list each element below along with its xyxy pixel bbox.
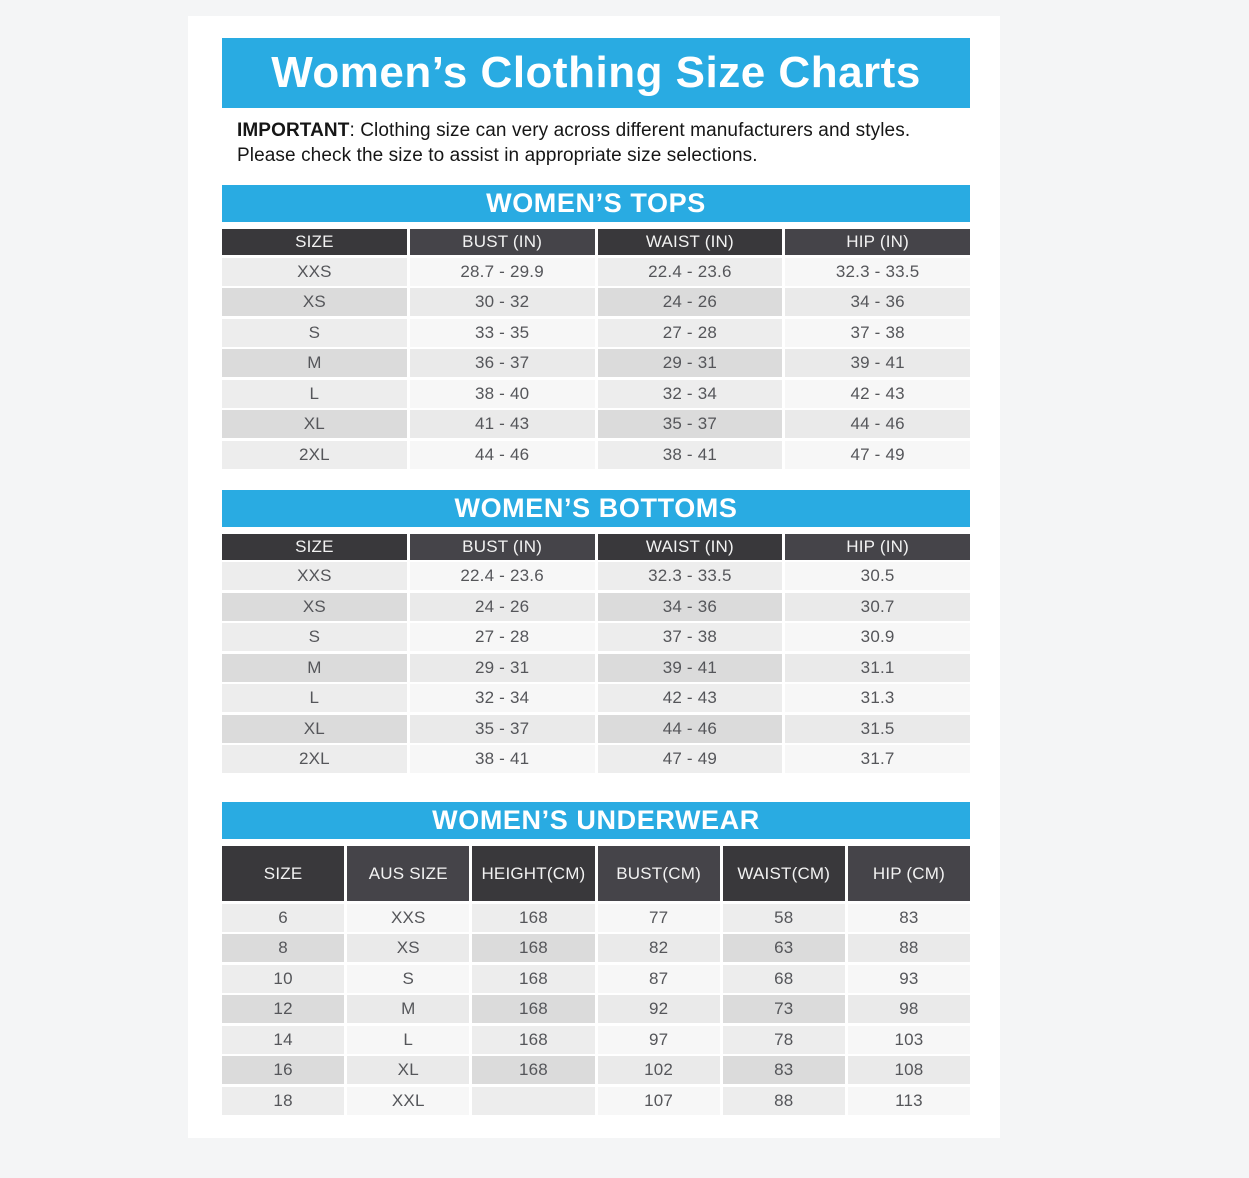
column-header: BUST (IN) xyxy=(410,534,595,560)
table-cell: XS xyxy=(222,593,407,621)
womens-bottoms-table xyxy=(222,534,970,774)
table-cell: 29 - 31 xyxy=(598,349,783,377)
table-cell: 168 xyxy=(472,904,594,932)
table-cell: 8 xyxy=(222,934,344,962)
table-cell: 168 xyxy=(472,934,594,962)
column-header: AUS SIZE xyxy=(347,846,469,901)
table-cell: XXS xyxy=(222,562,407,590)
table-cell: 33 - 35 xyxy=(410,319,595,347)
womens-tops-table xyxy=(222,229,970,469)
important-label: IMPORTANT xyxy=(237,120,350,141)
table-cell: 38 - 41 xyxy=(598,441,783,469)
table-cell: 31.1 xyxy=(785,654,970,682)
table-cell: L xyxy=(347,1026,469,1054)
table-cell: L xyxy=(222,380,407,408)
table-cell: M xyxy=(222,349,407,377)
table-cell: 168 xyxy=(472,995,594,1023)
table-cell: 39 - 41 xyxy=(598,654,783,682)
table-cell: S xyxy=(347,965,469,993)
table-cell xyxy=(472,1087,594,1115)
table-cell: 24 - 26 xyxy=(410,593,595,621)
table-cell: 88 xyxy=(848,934,970,962)
table-cell: 22.4 - 23.6 xyxy=(598,258,783,286)
section-womens-bottoms xyxy=(222,490,970,774)
table-row xyxy=(222,934,970,962)
table-cell: 78 xyxy=(723,1026,845,1054)
table-cell: 42 - 43 xyxy=(785,380,970,408)
table-cell: 47 - 49 xyxy=(598,745,783,773)
table-row xyxy=(222,593,970,621)
table-cell: 168 xyxy=(472,1056,594,1084)
table-cell: 6 xyxy=(222,904,344,932)
table-cell: 30.9 xyxy=(785,623,970,651)
table-cell: 39 - 41 xyxy=(785,349,970,377)
table-cell: 36 - 37 xyxy=(410,349,595,377)
table-cell: 73 xyxy=(723,995,845,1023)
section-title: WOMEN’S UNDERWEAR xyxy=(432,805,760,836)
table-row xyxy=(222,441,970,469)
table-cell: 82 xyxy=(598,934,720,962)
section-title: WOMEN’S BOTTOMS xyxy=(454,492,738,523)
table-row xyxy=(222,1056,970,1084)
table-cell: 168 xyxy=(472,1026,594,1054)
table-cell: 24 - 26 xyxy=(598,288,783,316)
table-cell: 31.3 xyxy=(785,684,970,712)
table-row xyxy=(222,745,970,773)
table-cell: 27 - 28 xyxy=(410,623,595,651)
table-cell: 32 - 34 xyxy=(410,684,595,712)
table-cell: XL xyxy=(222,715,407,743)
table-cell: XS xyxy=(347,934,469,962)
size-chart-sheet xyxy=(188,16,1000,1138)
table-cell: 83 xyxy=(723,1056,845,1084)
notice-line-2: Please check the size to assist in appropriate size selections. xyxy=(237,145,758,167)
column-header: HIP (IN) xyxy=(785,534,970,560)
table-cell: 97 xyxy=(598,1026,720,1054)
table-cell: 27 - 28 xyxy=(598,319,783,347)
table-row xyxy=(222,1026,970,1054)
table-cell: 107 xyxy=(598,1087,720,1115)
table-row xyxy=(222,1087,970,1115)
table-cell: 88 xyxy=(723,1087,845,1115)
table-cell: 30.5 xyxy=(785,562,970,590)
column-header: SIZE xyxy=(222,846,344,901)
table-cell: 37 - 38 xyxy=(785,319,970,347)
table-cell: 47 - 49 xyxy=(785,441,970,469)
column-header: HIP (IN) xyxy=(785,229,970,255)
womens-underwear-table xyxy=(222,846,970,1115)
column-header: HEIGHT(CM) xyxy=(472,846,594,901)
column-header: WAIST (IN) xyxy=(598,534,783,560)
table-cell: XL xyxy=(347,1056,469,1084)
table-header-row xyxy=(222,846,970,901)
table-cell: 58 xyxy=(723,904,845,932)
column-header: SIZE xyxy=(222,229,407,255)
table-header-row xyxy=(222,229,970,255)
table-cell: 113 xyxy=(848,1087,970,1115)
table-cell: 29 - 31 xyxy=(410,654,595,682)
section-womens-underwear xyxy=(222,802,970,1115)
table-cell: 35 - 37 xyxy=(410,715,595,743)
table-cell: 98 xyxy=(848,995,970,1023)
table-cell: 44 - 46 xyxy=(598,715,783,743)
table-cell: 34 - 36 xyxy=(785,288,970,316)
table-cell: 2XL xyxy=(222,441,407,469)
table-cell: 16 xyxy=(222,1056,344,1084)
table-cell: 77 xyxy=(598,904,720,932)
table-cell: 93 xyxy=(848,965,970,993)
table-cell: 35 - 37 xyxy=(598,410,783,438)
table-row xyxy=(222,684,970,712)
important-notice xyxy=(237,118,970,168)
table-cell: 108 xyxy=(848,1056,970,1084)
table-cell: 18 xyxy=(222,1087,344,1115)
column-header: WAIST (IN) xyxy=(598,229,783,255)
table-cell: 31.5 xyxy=(785,715,970,743)
table-cell: 30 - 32 xyxy=(410,288,595,316)
table-row xyxy=(222,410,970,438)
table-row xyxy=(222,319,970,347)
section-title: WOMEN’S TOPS xyxy=(486,188,706,219)
column-header: WAIST(CM) xyxy=(723,846,845,901)
table-cell: 42 - 43 xyxy=(598,684,783,712)
table-row xyxy=(222,965,970,993)
table-cell: S xyxy=(222,319,407,347)
table-row xyxy=(222,623,970,651)
table-row xyxy=(222,258,970,286)
table-cell: 44 - 46 xyxy=(785,410,970,438)
table-header-row xyxy=(222,534,970,560)
column-header: SIZE xyxy=(222,534,407,560)
document-title-banner xyxy=(222,38,970,108)
womens-underwear-banner xyxy=(222,802,970,839)
table-cell: 168 xyxy=(472,965,594,993)
table-row xyxy=(222,995,970,1023)
section-womens-tops xyxy=(222,185,970,469)
table-row xyxy=(222,349,970,377)
table-cell: 102 xyxy=(598,1056,720,1084)
notice-text: : Clothing size can very across different manufacturers and styles. xyxy=(349,120,911,141)
table-cell: 14 xyxy=(222,1026,344,1054)
table-cell: 28.7 - 29.9 xyxy=(410,258,595,286)
table-cell: 38 - 41 xyxy=(410,745,595,773)
table-cell: 32.3 - 33.5 xyxy=(598,562,783,590)
table-cell: 38 - 40 xyxy=(410,380,595,408)
table-cell: XS xyxy=(222,288,407,316)
table-cell: XXS xyxy=(347,904,469,932)
table-cell: 22.4 - 23.6 xyxy=(410,562,595,590)
table-cell: 87 xyxy=(598,965,720,993)
table-cell: 92 xyxy=(598,995,720,1023)
table-cell: 63 xyxy=(723,934,845,962)
table-cell: 103 xyxy=(848,1026,970,1054)
table-cell: 32.3 - 33.5 xyxy=(785,258,970,286)
table-cell: XL xyxy=(222,410,407,438)
table-cell: 34 - 36 xyxy=(598,593,783,621)
table-cell: 37 - 38 xyxy=(598,623,783,651)
table-row xyxy=(222,904,970,932)
table-cell: XXS xyxy=(222,258,407,286)
table-cell: 44 - 46 xyxy=(410,441,595,469)
table-cell: 12 xyxy=(222,995,344,1023)
column-header: BUST (IN) xyxy=(410,229,595,255)
table-cell: XXL xyxy=(347,1087,469,1115)
table-cell: 32 - 34 xyxy=(598,380,783,408)
table-cell: 10 xyxy=(222,965,344,993)
table-row xyxy=(222,715,970,743)
table-cell: 41 - 43 xyxy=(410,410,595,438)
table-cell: S xyxy=(222,623,407,651)
column-header: BUST(CM) xyxy=(598,846,720,901)
table-cell: 2XL xyxy=(222,745,407,773)
table-row xyxy=(222,380,970,408)
table-cell: 31.7 xyxy=(785,745,970,773)
table-cell: 30.7 xyxy=(785,593,970,621)
table-cell: L xyxy=(222,684,407,712)
table-cell: M xyxy=(222,654,407,682)
womens-bottoms-banner xyxy=(222,490,970,527)
table-cell: 83 xyxy=(848,904,970,932)
table-cell: M xyxy=(347,995,469,1023)
womens-tops-banner xyxy=(222,185,970,222)
table-cell: 68 xyxy=(723,965,845,993)
table-row xyxy=(222,288,970,316)
column-header: HIP (CM) xyxy=(848,846,970,901)
table-row xyxy=(222,654,970,682)
notice-line-1 xyxy=(237,118,970,143)
document-title: Women’s Clothing Size Charts xyxy=(271,48,921,97)
table-row xyxy=(222,562,970,590)
